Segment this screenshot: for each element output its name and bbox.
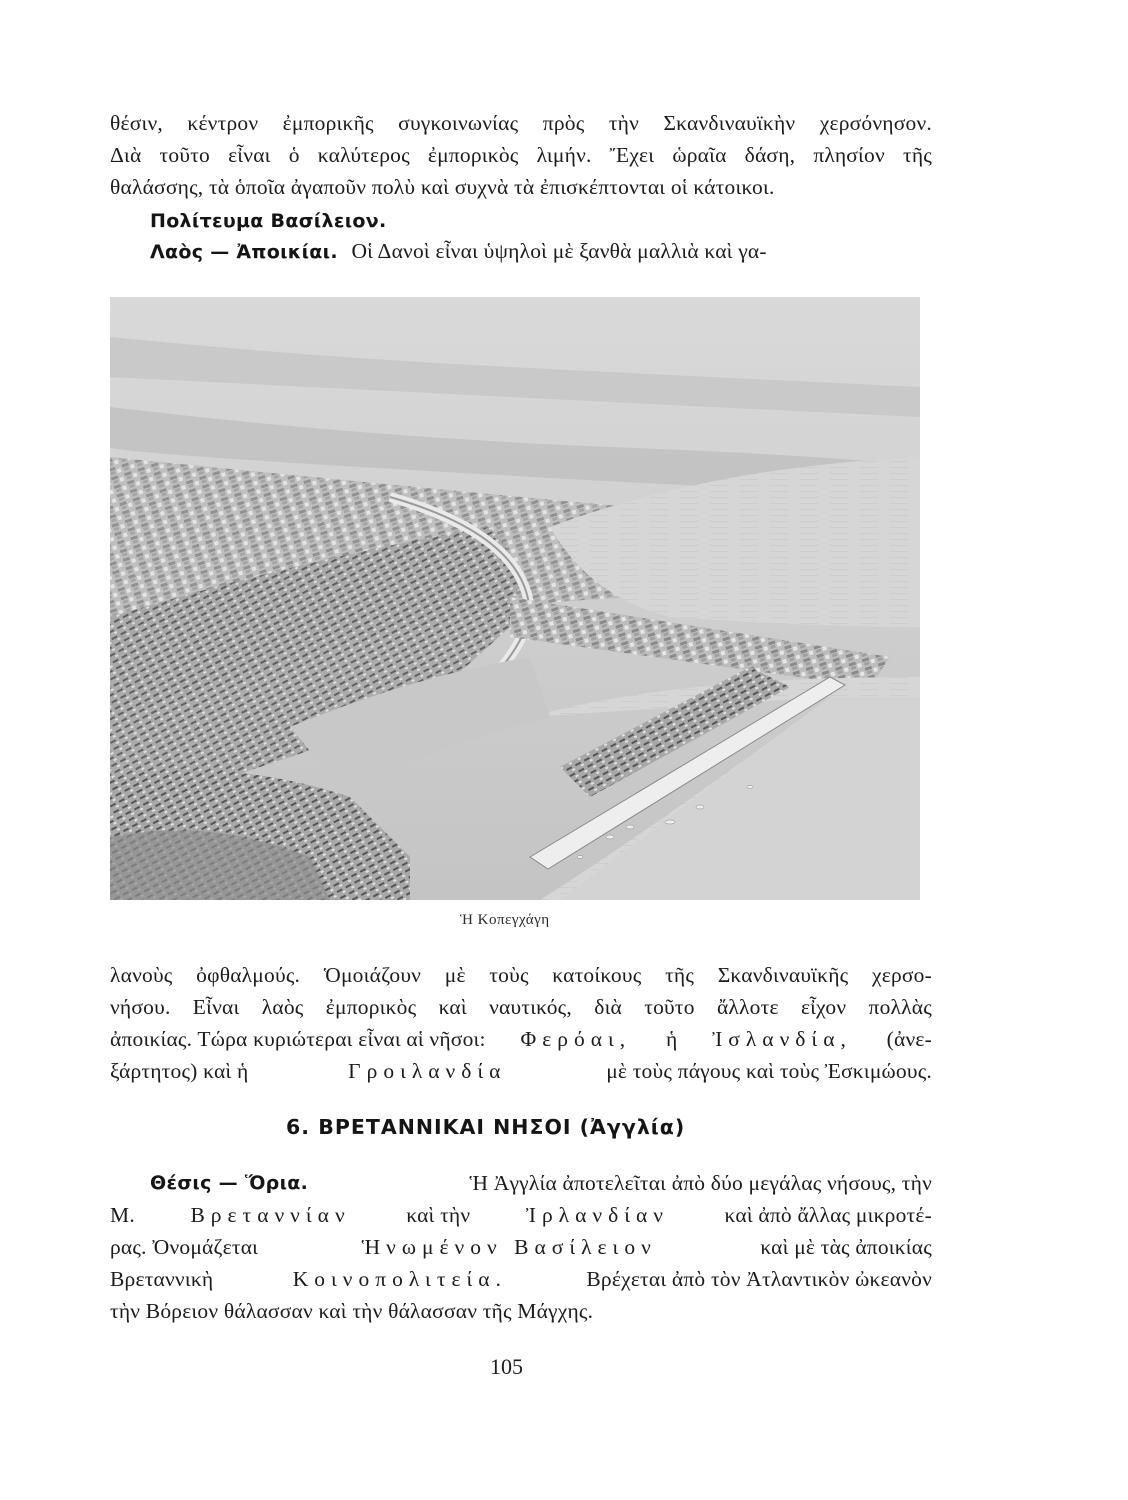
text-line: λανοὺς ὀφθαλμούς. Ὁμοιάζουν μὲ τοὺς κατοίκους τῆς Σκανδιναυϊκῆς χερσο-	[110, 963, 932, 987]
position-heading: Θέσις — Ὅρια.	[150, 1172, 309, 1194]
eskimos-text: μὲ τοὺς πάγους καὶ τοὺς Ἐσκιμώους.	[606, 1059, 932, 1083]
text-line-greenland	[110, 1058, 932, 1084]
text-span: Βρεταννικὴ	[110, 1267, 214, 1291]
iceland-note: (ἀνε-	[886, 1027, 932, 1051]
text-line: νήσου. Εἶναι λαὸς ἐμπορικὸς καὶ ναυτικός, διὰ τοῦτο ἄλλοτε εἶχον πολλὰς	[110, 995, 932, 1019]
harbour-photo-illustration	[110, 297, 920, 900]
united-kingdom: Ἡνωμένον Βασίλειον	[361, 1235, 657, 1259]
section-title: 6. ΒΡΕΤΑΝΝΙΚΑΙ ΝΗΣΟΙ (Ἀγγλία)	[286, 1115, 686, 1139]
people-text: Οἱ Δανοὶ εἶναι ὑψηλοὶ μὲ ξανθὰ μαλλιὰ καὶ γα-	[351, 239, 767, 263]
text-span: καὶ ἀπὸ ἄλλας μικροτέ-	[724, 1203, 932, 1227]
photo-caption: Ἡ Κοπεγχάγη	[460, 912, 550, 928]
text-line-uk	[110, 1234, 932, 1260]
text-line: Διὰ τοῦτο εἶναι ὁ καλύτερος ἐμπορικὸς λιμήν. Ἔχει ὡραῖα δάση, πλησίον τῆς	[110, 143, 932, 167]
government-line	[150, 207, 932, 234]
government-heading: Πολίτευμα Βασίλειον.	[150, 210, 387, 232]
text-line-colonies	[110, 1026, 932, 1052]
article: ἡ	[665, 1027, 678, 1051]
colonies-text: ἀποικίας. Τώρα κυριώτεραι εἶναι αἱ νῆσοι:	[110, 1027, 486, 1051]
great-britain: Βρεταννίαν	[190, 1203, 351, 1227]
text-line: τὴν Βόρειον θάλασσαν καὶ τὴν θάλασσαν τῆς Μάγχης.	[110, 1299, 594, 1323]
page-number: 105	[490, 1354, 523, 1379]
text-span: ρας. Ὀνομάζεται	[110, 1235, 259, 1259]
copenhagen-aerial-photo	[110, 297, 920, 900]
text-line-britain	[110, 1202, 932, 1228]
text-line: θαλάσσης, τὰ ὁποῖα ἀγαποῦν πολὺ καὶ συχνὰ τὰ ἐπισκέπτονται οἱ κάτοικοι.	[110, 175, 775, 199]
text-span: καὶ μὲ τὰς ἀποικίας	[760, 1235, 932, 1259]
text-span: καὶ τὴν	[406, 1203, 471, 1227]
greenland: Γροιλανδία	[348, 1059, 507, 1083]
text-line-commonwealth	[110, 1266, 932, 1292]
iceland: Ἰσλανδία,	[712, 1027, 852, 1051]
position-line	[150, 1170, 932, 1196]
people-heading: Λαὸς — Ἀποικίαι.	[150, 241, 338, 263]
ireland: Ἰρλανδίαν	[525, 1203, 669, 1227]
position-text: Ἡ Ἀγγλία ἀποτελεῖται ἀπὸ δύο μεγάλας νήσους, τὴν	[469, 1171, 932, 1195]
faroe-islands: Φερόαι,	[520, 1027, 632, 1051]
text-span: Μ.	[110, 1203, 135, 1227]
text-line: θέσιν, κέντρον ἐμπορικῆς συγκοινωνίας πρὸς τὴν Σκανδιναυϊκὴν χερσόνησον.	[110, 111, 932, 135]
commonwealth: Κοινοπολιτεία.	[292, 1267, 507, 1291]
people-line	[150, 238, 932, 265]
independent-text: ξάρτητος) καὶ ἡ	[110, 1059, 249, 1083]
text-span: Βρέχεται ἀπὸ τὸν Ἀτλαντικὸν ὠκεανὸν	[586, 1267, 932, 1291]
